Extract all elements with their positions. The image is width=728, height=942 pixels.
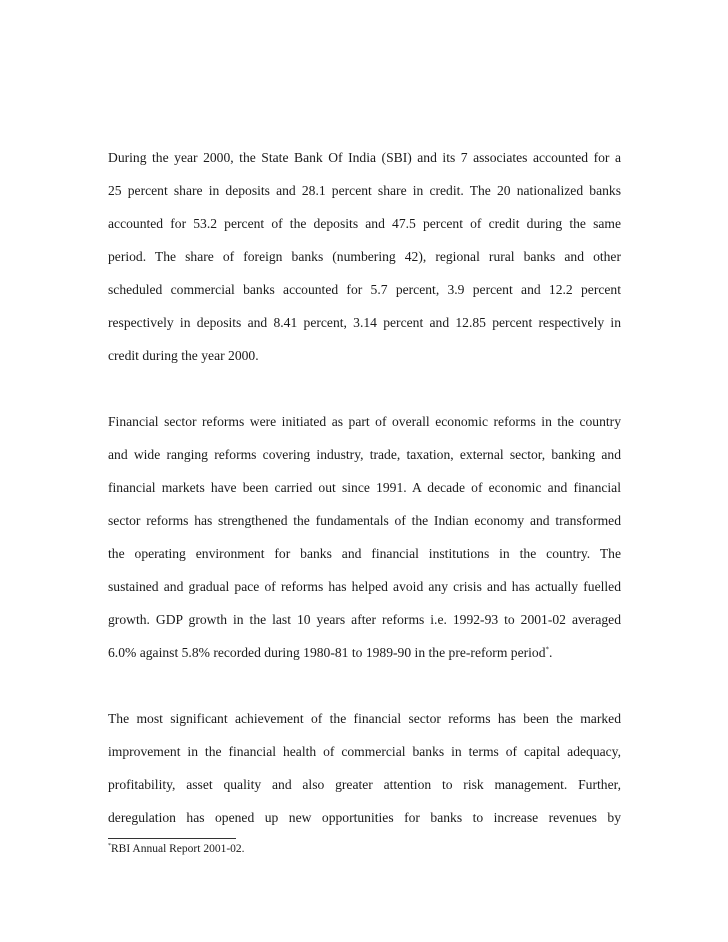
text-line: credit during the year 2000.: [108, 348, 259, 363]
text-line: the operating environment for banks and financial institutions in the country. The: [108, 546, 621, 561]
footnote: [108, 842, 245, 856]
text-line: improvement in the financial health of commercial banks in terms of capital adequacy,: [108, 744, 621, 759]
text-line: The most significant achievement of the financial sector reforms has been the marked: [108, 711, 621, 726]
text-line: 25 percent share in deposits and 28.1 percent share in credit. The 20 nationalized banks: [108, 183, 621, 198]
text-line-content: 6.0% against 5.8% recorded during 1980-81 to 1989-90 in the pre-reform period: [108, 645, 546, 660]
text-line: Financial sector reforms were initiated as part of overall economic reforms in the country: [108, 414, 621, 429]
text-line: accounted for 53.2 percent of the deposits and 47.5 percent of credit during the same: [108, 216, 621, 231]
paragraph-financial-reforms: [108, 405, 621, 669]
text-line: profitability, asset quality and also greater attention to risk management. Further,: [108, 777, 621, 792]
text-line: and wide ranging reforms covering industry, trade, taxation, external sector, banking and: [108, 447, 621, 462]
footnote-divider: [108, 838, 236, 839]
text-line: respectively in deposits and 8.41 percent, 3.14 percent and 12.85 percent respectively in: [108, 315, 621, 330]
document-body: [108, 141, 621, 867]
text-line: sector reforms has strengthened the fundamentals of the Indian economy and transformed: [108, 513, 621, 528]
footnote-reference: *: [545, 645, 550, 654]
text-line: scheduled commercial banks accounted for 5.7 percent, 3.9 percent and 12.2 percent: [108, 282, 621, 297]
paragraph-achievements: [108, 702, 621, 834]
text-line-with-footnote: 6.0% against 5.8% recorded during 1980-81 to 1989-90 in the pre-reform period*.: [108, 645, 553, 660]
text-line: sustained and gradual pace of reforms has helped avoid any crisis and has actually fuelled: [108, 579, 621, 594]
paragraph-bank-shares: [108, 141, 621, 372]
text-line: deregulation has opened up new opportunities for banks to increase revenues by: [108, 810, 621, 825]
text-line: period. The share of foreign banks (numbering 42), regional rural banks and other: [108, 249, 621, 264]
text-line: financial markets have been carried out since 1991. A decade of economic and financial: [108, 480, 621, 495]
footnote-marker: *: [108, 843, 111, 850]
text-line: During the year 2000, the State Bank Of India (SBI) and its 7 associates accounted for a: [108, 150, 621, 165]
footnote-text: RBI Annual Report 2001-02.: [111, 843, 245, 855]
text-line: growth. GDP growth in the last 10 years after reforms i.e. 1992-93 to 2001-02 averaged: [108, 612, 621, 627]
